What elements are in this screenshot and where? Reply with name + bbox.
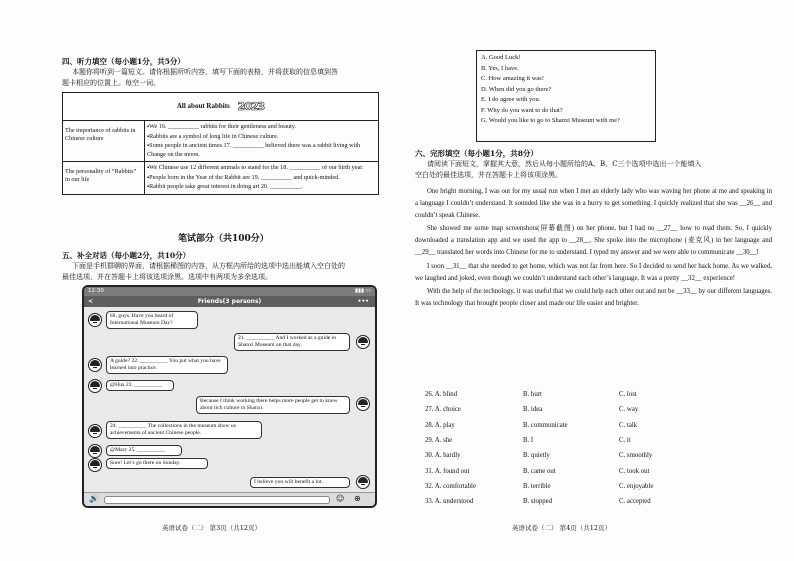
section6-instruction-1: 请阅读下面短文，掌握其大意，然后从每小题所给的A、B、C三个选项中选出一个能填入 — [427, 160, 702, 168]
choice-c: C. took out — [619, 467, 650, 475]
status-time: 12:30 — [88, 288, 104, 294]
choice-row — [425, 433, 765, 448]
row1-label: The importance of rabbits in Chinese culture — [63, 121, 145, 162]
choice-c: C. smoothly — [619, 452, 653, 460]
page-footer-left: 英语试卷（二） 第3页（共12页） — [162, 524, 261, 532]
option-item: A. Good Luck! — [481, 54, 521, 61]
page-footer-right: 英语试卷（二） 第4页（共12页） — [512, 524, 611, 532]
table-header — [63, 93, 379, 121]
choice-a: 32. A. comfortable — [425, 482, 476, 490]
more-menu-icon[interactable]: ••• — [357, 298, 369, 305]
option-item: F. Why do you want to do that? — [481, 106, 563, 114]
cloze-passage — [415, 186, 772, 311]
message-input[interactable] — [104, 496, 330, 504]
choice-a: 27. A. choice — [425, 406, 461, 414]
section4-title: 四、听力填空（每小题1分，共5分） — [62, 57, 185, 66]
add-icon[interactable]: ⊕ — [354, 494, 361, 503]
section6-title: 六、完形填空（每小题1分，共8分） — [415, 149, 538, 158]
choice-row — [425, 494, 765, 509]
option-item: B. Yes, I have. — [481, 64, 519, 72]
passage-paragraph: With the help of the technology, it was useful that we could help each other out and not be __33__ by our different languages. It was technology that brought people closer and made our life easier and brighter. — [415, 287, 772, 307]
choice-a: 30. A. hardly — [425, 452, 461, 460]
row2-item: ▪ We Chinese use 12 different animals to stand for the 18. __________ of our birth year. — [147, 164, 376, 173]
status-bar — [84, 287, 375, 296]
section4-instruction-1: 本题你将听到一篇短文。请你根据所听内容，填写下面的表格，并将获取的信息填到答 — [72, 68, 338, 76]
passage-paragraph: One bright morning, I was out for my usual run when I met an elderly lady who was waving her phone at me and speaking in a language I couldn’t understand. It sounded like she was in a hurry to get something. I quickly realized that she was __26__ and couldn’t speak Chinese. — [415, 188, 772, 220]
avatar — [88, 358, 102, 372]
choice-a: 28. A. play — [425, 421, 455, 429]
chat-message: Hi, guys. Have you heard of International Museum Day? — [106, 311, 198, 329]
chat-message: I believe you will benefit a lot. — [250, 477, 350, 488]
row2-content — [145, 162, 379, 195]
choice-c: C. lost — [619, 391, 637, 399]
choice-b: B. idea — [523, 406, 543, 414]
section5-instruction-2: 最佳选项，并在答题卡上将该选项涂黑。选项中有两项为多余选项。 — [62, 273, 272, 281]
avatar — [356, 335, 370, 349]
voice-icon[interactable]: 🔊 — [89, 494, 99, 503]
choice-row — [425, 463, 765, 478]
choice-a: 29. A. she — [425, 437, 453, 445]
choice-b: B. quietly — [523, 452, 550, 460]
avatar — [88, 313, 102, 327]
avatar — [88, 444, 102, 458]
choice-b: B. hurt — [523, 391, 542, 399]
row2-item: ▪ Rabbit people take great interest in doing art 20. __________. — [147, 183, 376, 192]
phone-chat-screen — [82, 285, 377, 508]
avatar — [356, 397, 370, 411]
choice-row — [425, 479, 765, 494]
choice-c: C. it — [619, 437, 631, 445]
avatar — [356, 475, 370, 489]
row2-label: The personality of “Rabbits” in our life — [63, 162, 145, 195]
section5-title: 五、补全对话（每小题2分，共10分） — [62, 251, 191, 260]
choice-row — [425, 418, 765, 433]
choices-list — [425, 387, 765, 509]
chat-message: Sure! Let’s go there on Sunday. — [106, 458, 208, 469]
choice-b: B. I — [523, 437, 534, 445]
written-section-title: 笔试部分（共100分） — [178, 234, 269, 244]
option-item: G. Would you like to go to Shanxi Museum with me? — [481, 117, 620, 124]
choice-row — [425, 402, 765, 417]
passage-paragraph: She showed me some map screenshots(屏幕截图) on her phone, but I had no __27__ how to read them. So, I quickly downloaded a translation app and we used the app to __28__. She spoke into the microphone (麦克风) in her language and __29__ translated her words into Chinese for me to understand. I typed my answer and we were able to communicate __30__! — [415, 225, 772, 257]
chat-title-bar — [84, 296, 375, 307]
chat-input-bar — [84, 492, 375, 506]
choice-b: B. came out — [523, 467, 556, 475]
choice-b: B. terrible — [523, 482, 551, 490]
choice-row — [425, 448, 765, 463]
table-title: All about Rabbits — [176, 102, 230, 111]
choice-a: 33. A. understood — [425, 498, 474, 506]
chat-message: A guide? 22. __________ You put what you have learned into practice. — [106, 356, 228, 374]
choice-c: C. enjoyable — [619, 482, 654, 490]
choice-c: C. way — [619, 406, 639, 414]
rabbits-table — [62, 92, 379, 195]
row1-item: ▪ Rabbits are a symbol of long life in Chinese culture. — [147, 133, 376, 142]
chat-message: @Mary 25. __________ — [106, 445, 182, 456]
choice-b: B. stopped — [523, 498, 553, 506]
option-item: C. How amazing it was! — [481, 75, 545, 82]
chat-message: 24. __________ The collections in the museum show us achievements of ancient Chinese people. — [106, 421, 262, 439]
avatar — [88, 379, 102, 393]
avatar — [88, 458, 102, 472]
chat-message: 21. __________ And I worked as a guide in Shanxi Museum on that day. — [234, 333, 350, 351]
choice-a: 26. A. blind — [425, 391, 458, 399]
choice-b: B. communicate — [523, 421, 568, 429]
row1-item: ▪ Some people in ancient times 17. __________ believed there was a rabbit living with Change on the moon. — [147, 142, 376, 159]
avatar — [88, 424, 102, 438]
section6-instruction-2: 空白处的最佳选项，并在答题卡上将该项涂黑。 — [415, 171, 562, 179]
year-badge: 2023 — [237, 100, 265, 113]
section5-instruction-1: 下面是手机群聊的界面，请根据稀图的内容，从方框内所给的选项中选出能填入空白处的 — [72, 262, 345, 270]
passage-paragraph: I soon __31__ that she needed to get home, which was not far from here. So I decided to send her back home. As we walked, we laughed and joked, even though we couldn’t understand each other’s language. It was a pretty __32__ experience! — [415, 262, 772, 282]
options-box — [476, 50, 656, 142]
choice-c: C. accepted — [619, 498, 651, 506]
choice-a: 31. A. found out — [425, 467, 470, 475]
option-item: E. I do agree with you. — [481, 96, 541, 103]
option-item: D. When did you go there? — [481, 85, 552, 93]
choice-c: C. talk — [619, 421, 638, 429]
choice-row — [425, 387, 765, 402]
section4-instruction-2: 题卡相应的位置上。每空一词。 — [62, 79, 160, 87]
back-arrow-icon[interactable]: < — [88, 298, 94, 305]
emoji-icon[interactable]: ☺ — [336, 494, 345, 503]
chat-message: @Hua 23. __________ — [106, 380, 174, 391]
row2-item: ▪ People born in the Year of the Rabbit are 19. __________ and quick-minded. — [147, 174, 376, 183]
chat-title: Friends(3 persons) — [197, 298, 262, 305]
chat-message: Because I think working there helps more people get to know about rich culture in Shanxi. — [196, 396, 350, 414]
signal-icon: ▮▮▮ ▭ — [354, 288, 371, 294]
row1-content — [145, 121, 379, 162]
row1-item: ▪ We 16. __________ rabbits for their gentleness and beauty. — [147, 123, 376, 132]
right-page — [397, 0, 794, 561]
